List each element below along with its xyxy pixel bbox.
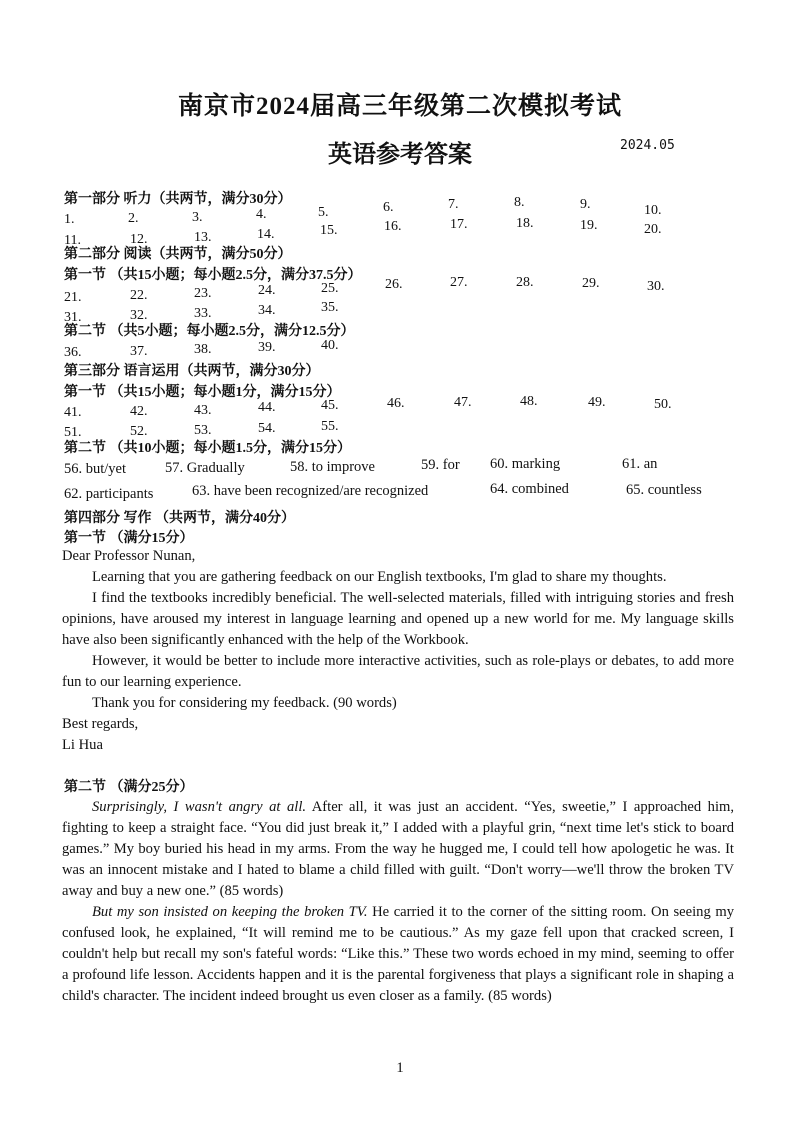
question-number: 53. — [194, 423, 212, 438]
paragraph-body: After all, it was just an accident. “Yes, sweetie,” I approached him, fighting to keep a straight face. “You did just break it,” I added with a playful grin, “next time let's stick to board games.” My boy buried his head in my arms. From the way he hugged me, I could tell how apologetic he was. It was an innocent mistake and I hated to blame a child filled with guilt. “Don't worry—we'll throw the broken TV away and buy a new one.” (85 words) — [62, 799, 734, 899]
page-title: 南京市2024届高三年级第二次模拟考试 — [177, 93, 622, 120]
letter-signature: Li Hua — [62, 737, 103, 753]
question-number: 44. — [258, 400, 276, 415]
question-number: 3. — [192, 210, 203, 225]
question-number: 46. — [387, 396, 405, 411]
part2-sec1-heading: 第一节 （共15小题；每小题2.5分，满分37.5分） — [64, 268, 362, 283]
part3-sec2-heading: 第二节 （共10小题；每小题1.5分，满分15分） — [64, 441, 351, 456]
page-number: 1 — [396, 1060, 404, 1076]
question-number: 55. — [321, 419, 339, 434]
part4-heading: 第四部分 写作 （共两节，满分40分） — [64, 511, 295, 526]
question-number: 29. — [582, 276, 600, 291]
question-number: 50. — [654, 397, 672, 412]
part1-heading: 第一部分 听力（共两节，满分30分） — [64, 192, 292, 207]
question-number: 49. — [588, 395, 606, 410]
question-number: 15. — [320, 223, 338, 238]
question-number: 6. — [383, 200, 394, 215]
question-number: 2. — [128, 211, 139, 226]
part2-sec2-heading: 第二节 （共5小题；每小题2.5分，满分12.5分） — [64, 324, 355, 339]
question-number: 41. — [64, 405, 82, 420]
answer-item: 58. to improve — [290, 459, 375, 475]
question-number: 14. — [257, 227, 275, 242]
question-number: 31. — [64, 310, 82, 325]
question-number: 8. — [514, 195, 525, 210]
question-number: 4. — [256, 207, 267, 222]
answer-item: 64. combined — [490, 481, 569, 497]
paragraph-lead-sentence: But my son insisted on keeping the broken TV. — [92, 904, 368, 920]
part3-heading: 第三部分 语言运用（共两节，满分30分） — [64, 364, 320, 379]
part3-sec1-heading: 第一节 （共15小题；每小题1分，满分15分） — [64, 385, 341, 400]
question-number: 34. — [258, 303, 276, 318]
answer-item: 60. marking — [490, 456, 561, 472]
question-number: 7. — [448, 197, 459, 212]
question-number: 13. — [194, 230, 212, 245]
part4-sec2-heading: 第二节 （满分25分） — [64, 780, 194, 795]
answer-item: 65. countless — [626, 482, 702, 498]
question-number: 18. — [516, 216, 534, 231]
question-number: 24. — [258, 283, 276, 298]
letter-paragraph: Thank you for considering my feedback. (90 words) — [92, 695, 397, 711]
letter-closing: Best regards, — [62, 716, 139, 732]
question-number: 25. — [321, 281, 339, 296]
question-number: 36. — [64, 345, 82, 360]
question-number: 33. — [194, 306, 212, 321]
question-number: 22. — [130, 288, 148, 303]
part4-sec1-heading: 第一节 （满分15分） — [64, 531, 194, 546]
question-number: 39. — [258, 340, 276, 355]
question-number: 27. — [450, 275, 468, 290]
question-number: 35. — [321, 300, 339, 315]
question-number: 40. — [321, 338, 339, 353]
question-number: 10. — [644, 203, 662, 218]
question-number: 30. — [647, 279, 665, 294]
story-paragraph — [62, 902, 734, 1007]
paragraph-body: He carried it to the corner of the sitting room. On seeing my confused look, he explained, “It will remind me to be cautious.” As my gaze fell upon that cracked screen, I couldn't help but recall my son's fateful words: “Like this.” These two words echoed in my mind, seeming to offer a profound life lesson. Accidents happen and it is the parental forgiveness that plays a significant role in shaping a child's character. The incident indeed brought us even closer as a family. (85 words) — [62, 904, 734, 1004]
question-number: 5. — [318, 205, 329, 220]
question-number: 9. — [580, 197, 591, 212]
letter-paragraph: Learning that you are gathering feedback on our English textbooks, I'm glad to share my thoughts. — [92, 569, 667, 585]
question-number: 11. — [64, 233, 81, 248]
part2-heading: 第二部分 阅读（共两节，满分50分） — [64, 247, 292, 262]
question-number: 23. — [194, 286, 212, 301]
question-number: 38. — [194, 342, 212, 357]
question-number: 37. — [130, 344, 148, 359]
answer-item: 62. participants — [64, 486, 154, 502]
story-paragraph — [62, 797, 734, 902]
answer-item: 61. an — [622, 456, 658, 472]
question-number: 17. — [450, 217, 468, 232]
question-number: 43. — [194, 403, 212, 418]
question-number: 54. — [258, 421, 276, 436]
letter — [62, 546, 734, 756]
continuation-writing — [62, 797, 734, 1007]
question-number: 19. — [580, 218, 598, 233]
answer-item: 56. but/yet — [64, 461, 127, 477]
question-number: 20. — [644, 222, 662, 237]
question-number: 12. — [130, 232, 148, 247]
answer-item: 63. have been recognized/are recognized — [192, 483, 429, 499]
question-number: 51. — [64, 425, 82, 440]
letter-paragraph: However, it would be better to include more interactive activities, such as role-plays or debates, to add more fun to our learning experience. — [62, 653, 734, 690]
question-number: 45. — [321, 398, 339, 413]
letter-paragraph: I find the textbooks incredibly beneficial. The well-selected materials, filled with intriguing stories and fresh opinions, have aroused my interest in language learning and opened up a new world for me. My language skills have also been significantly enhanced with the help of the Workbook. — [62, 590, 734, 648]
question-number: 47. — [454, 395, 472, 410]
paragraph-lead-sentence: Surprisingly, I wasn't angry at all. — [92, 799, 307, 815]
question-number: 48. — [520, 394, 538, 409]
exam-date: 2024.05 — [620, 138, 675, 153]
question-number: 26. — [385, 277, 403, 292]
question-number: 52. — [130, 424, 148, 439]
page-subtitle: 英语参考答案 — [328, 142, 472, 168]
answer-item: 59. for — [421, 457, 460, 473]
letter-greeting: Dear Professor Nunan, — [62, 548, 196, 564]
question-number: 16. — [384, 219, 402, 234]
answer-item: 57. Gradually — [165, 460, 245, 476]
question-number: 42. — [130, 404, 148, 419]
question-number: 1. — [64, 212, 75, 227]
question-number: 32. — [130, 308, 148, 323]
question-number: 28. — [516, 275, 534, 290]
question-number: 21. — [64, 290, 82, 305]
